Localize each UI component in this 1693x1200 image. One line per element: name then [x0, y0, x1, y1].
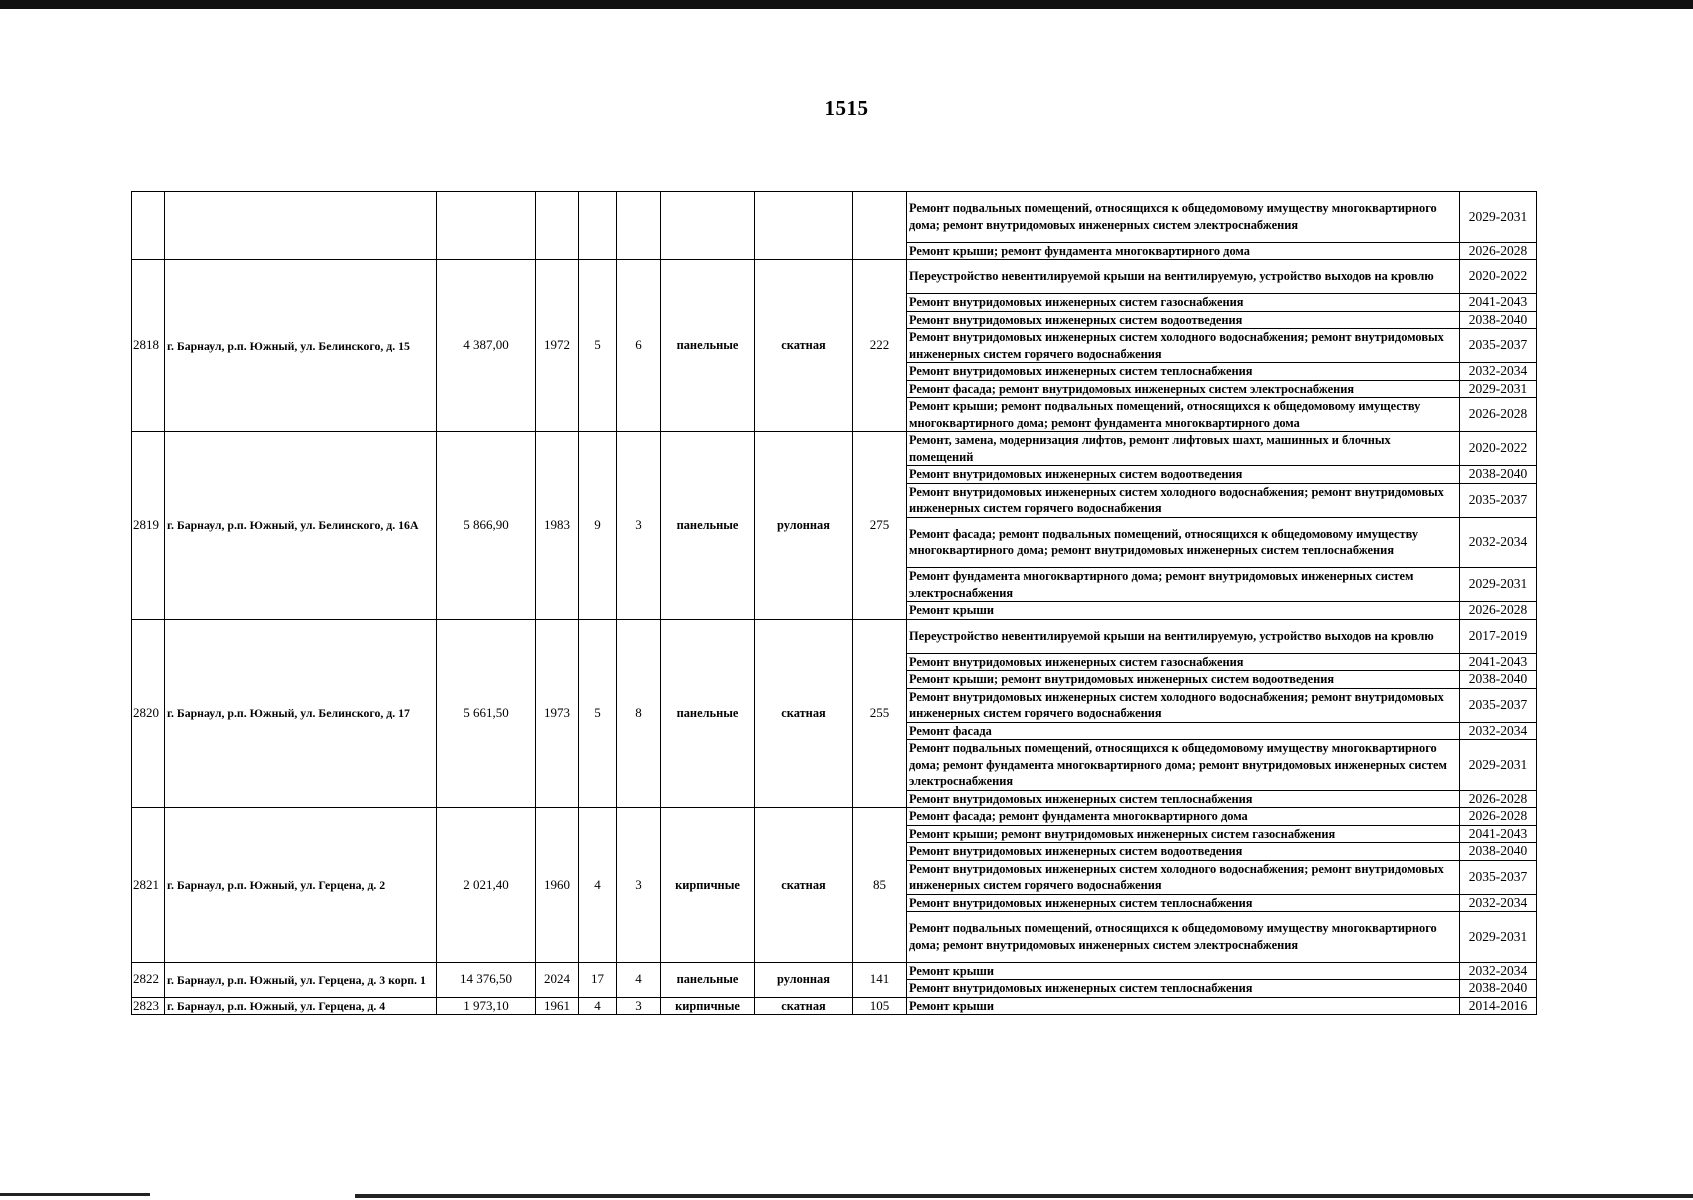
building-address	[165, 192, 437, 260]
work-period: 2032-2034	[1460, 962, 1537, 980]
scan-top-border	[0, 0, 1693, 9]
work-description: Ремонт фасада; ремонт фундамента многоквартирного дома	[907, 808, 1460, 826]
building-floors: 9	[579, 432, 617, 620]
work-description: Ремонт фасада; ремонт подвальных помещений, относящихся к общедомовому имуществу многоквартирного дома; ремонт внутридомовых инженерных систем теплоснабжения	[907, 517, 1460, 568]
building-number: 2823	[132, 997, 165, 1015]
work-description: Ремонт, замена, модернизация лифтов, ремонт лифтовых шахт, машинных и блочных помещений	[907, 432, 1460, 466]
work-description: Ремонт внутридомовых инженерных систем теплоснабжения	[907, 980, 1460, 998]
building-area: 14 376,50	[437, 962, 536, 997]
work-description: Ремонт крыши; ремонт фундамента многоквартирного дома	[907, 242, 1460, 260]
building-number: 2822	[132, 962, 165, 997]
work-period: 2026-2028	[1460, 808, 1537, 826]
work-period: 2029-2031	[1460, 192, 1537, 243]
work-description: Ремонт внутридомовых инженерных систем теплоснабжения	[907, 894, 1460, 912]
work-period: 2035-2037	[1460, 688, 1537, 722]
work-description: Ремонт фундамента многоквартирного дома; ремонт внутридомовых инженерных систем электроснабжения	[907, 568, 1460, 602]
work-description: Переустройство невентилируемой крыши на вентилируемую, устройство выходов на кровлю	[907, 260, 1460, 294]
building-floors: 4	[579, 808, 617, 963]
work-period: 2026-2028	[1460, 602, 1537, 620]
work-description: Ремонт внутридомовых инженерных систем теплоснабжения	[907, 790, 1460, 808]
building-floors: 5	[579, 260, 617, 432]
building-area: 5 661,50	[437, 619, 536, 808]
work-period: 2041-2043	[1460, 825, 1537, 843]
building-roof: скатная	[755, 619, 853, 808]
building-floors: 17	[579, 962, 617, 997]
building-residents: 141	[853, 962, 907, 997]
work-description: Переустройство невентилируемой крыши на вентилируемую, устройство выходов на кровлю	[907, 619, 1460, 653]
work-description: Ремонт внутридомовых инженерных систем холодного водоснабжения; ремонт внутридомовых инженерных систем горячего водоснабжения	[907, 860, 1460, 894]
work-description: Ремонт внутридомовых инженерных систем водоотведения	[907, 843, 1460, 861]
scan-bottom-border	[355, 1194, 1693, 1198]
work-period: 2041-2043	[1460, 294, 1537, 312]
work-period: 2026-2028	[1460, 790, 1537, 808]
work-description: Ремонт внутридомовых инженерных систем газоснабжения	[907, 294, 1460, 312]
building-address: г. Барнаул, р.п. Южный, ул. Герцена, д. 2	[165, 808, 437, 963]
building-year: 1961	[536, 997, 579, 1015]
building-number: 2821	[132, 808, 165, 963]
building-number: 2818	[132, 260, 165, 432]
work-period: 2038-2040	[1460, 980, 1537, 998]
building-walls	[661, 192, 755, 260]
building-year: 1960	[536, 808, 579, 963]
building-entrances: 3	[617, 432, 661, 620]
work-period: 2032-2034	[1460, 517, 1537, 568]
work-period: 2041-2043	[1460, 653, 1537, 671]
work-description: Ремонт внутридомовых инженерных систем холодного водоснабжения; ремонт внутридомовых инженерных систем горячего водоснабжения	[907, 483, 1460, 517]
building-residents	[853, 192, 907, 260]
building-roof: рулонная	[755, 962, 853, 997]
building-floors: 4	[579, 997, 617, 1015]
work-period: 2020-2022	[1460, 432, 1537, 466]
table-row	[132, 808, 1537, 826]
work-period: 2038-2040	[1460, 843, 1537, 861]
building-area	[437, 192, 536, 260]
building-roof: скатная	[755, 260, 853, 432]
building-residents: 222	[853, 260, 907, 432]
work-period: 2032-2034	[1460, 722, 1537, 740]
work-period: 2032-2034	[1460, 894, 1537, 912]
work-description: Ремонт крыши; ремонт подвальных помещений, относящихся к общедомовому имуществу многоквартирного дома; ремонт фундамента многоквартирного дома	[907, 398, 1460, 432]
work-period: 2029-2031	[1460, 380, 1537, 398]
building-residents: 105	[853, 997, 907, 1015]
work-description: Ремонт внутридомовых инженерных систем водоотведения	[907, 466, 1460, 484]
work-period: 2029-2031	[1460, 740, 1537, 791]
repair-schedule-table	[131, 191, 1537, 1015]
work-period: 2035-2037	[1460, 860, 1537, 894]
building-residents: 275	[853, 432, 907, 620]
work-description: Ремонт внутридомовых инженерных систем теплоснабжения	[907, 363, 1460, 381]
building-address: г. Барнаул, р.п. Южный, ул. Герцена, д. 4	[165, 997, 437, 1015]
work-description: Ремонт крыши; ремонт внутридомовых инженерных систем водоотведения	[907, 671, 1460, 689]
building-walls: кирпичные	[661, 997, 755, 1015]
building-roof: скатная	[755, 808, 853, 963]
work-period: 2035-2037	[1460, 483, 1537, 517]
building-walls: панельные	[661, 619, 755, 808]
work-description: Ремонт фасада; ремонт внутридомовых инженерных систем электроснабжения	[907, 380, 1460, 398]
building-entrances: 3	[617, 808, 661, 963]
building-year: 1973	[536, 619, 579, 808]
work-period: 2038-2040	[1460, 671, 1537, 689]
scan-bottom-border	[0, 1193, 150, 1196]
building-address: г. Барнаул, р.п. Южный, ул. Белинского, д. 15	[165, 260, 437, 432]
building-roof	[755, 192, 853, 260]
building-residents: 85	[853, 808, 907, 963]
building-entrances: 3	[617, 997, 661, 1015]
work-period: 2038-2040	[1460, 466, 1537, 484]
work-period: 2020-2022	[1460, 260, 1537, 294]
work-period: 2017-2019	[1460, 619, 1537, 653]
work-description: Ремонт внутридомовых инженерных систем газоснабжения	[907, 653, 1460, 671]
work-description: Ремонт внутридомовых инженерных систем холодного водоснабжения; ремонт внутридомовых инженерных систем горячего водоснабжения	[907, 688, 1460, 722]
building-entrances: 6	[617, 260, 661, 432]
work-description: Ремонт подвальных помещений, относящихся к общедомовому имуществу многоквартирного дома; ремонт внутридомовых инженерных систем электроснабжения	[907, 912, 1460, 963]
building-roof: скатная	[755, 997, 853, 1015]
building-year: 1972	[536, 260, 579, 432]
building-roof: рулонная	[755, 432, 853, 620]
building-area: 4 387,00	[437, 260, 536, 432]
work-description: Ремонт фасада	[907, 722, 1460, 740]
building-area: 2 021,40	[437, 808, 536, 963]
work-period: 2038-2040	[1460, 311, 1537, 329]
table-row	[132, 260, 1537, 294]
building-address: г. Барнаул, р.п. Южный, ул. Герцена, д. 3 корп. 1	[165, 962, 437, 997]
building-floors: 5	[579, 619, 617, 808]
building-number: 2819	[132, 432, 165, 620]
work-period: 2029-2031	[1460, 568, 1537, 602]
building-year: 1983	[536, 432, 579, 620]
building-residents: 255	[853, 619, 907, 808]
work-description: Ремонт подвальных помещений, относящихся к общедомовому имуществу многоквартирного дома; ремонт фундамента многоквартирного дома; ремонт внутридомовых инженерных систем электроснабжения	[907, 740, 1460, 791]
building-address: г. Барнаул, р.п. Южный, ул. Белинского, д. 17	[165, 619, 437, 808]
work-description: Ремонт крыши	[907, 997, 1460, 1015]
building-entrances: 8	[617, 619, 661, 808]
work-period: 2035-2037	[1460, 329, 1537, 363]
work-description: Ремонт крыши	[907, 962, 1460, 980]
building-entrances: 4	[617, 962, 661, 997]
work-period: 2014-2016	[1460, 997, 1537, 1015]
page-number: 1515	[824, 96, 869, 120]
work-description: Ремонт крыши; ремонт внутридомовых инженерных систем газоснабжения	[907, 825, 1460, 843]
building-walls: панельные	[661, 962, 755, 997]
work-description: Ремонт подвальных помещений, относящихся к общедомовому имуществу многоквартирного дома; ремонт внутридомовых инженерных систем электроснабжения	[907, 192, 1460, 243]
building-area: 1 973,10	[437, 997, 536, 1015]
work-period: 2026-2028	[1460, 398, 1537, 432]
table-row	[132, 962, 1537, 980]
building-number: 2820	[132, 619, 165, 808]
table-row	[132, 192, 1537, 243]
building-walls: панельные	[661, 260, 755, 432]
work-description: Ремонт внутридомовых инженерных систем холодного водоснабжения; ремонт внутридомовых инженерных систем горячего водоснабжения	[907, 329, 1460, 363]
building-walls: кирпичные	[661, 808, 755, 963]
work-period: 2032-2034	[1460, 363, 1537, 381]
work-period: 2029-2031	[1460, 912, 1537, 963]
building-walls: панельные	[661, 432, 755, 620]
table-row	[132, 432, 1537, 466]
building-floors	[579, 192, 617, 260]
building-address: г. Барнаул, р.п. Южный, ул. Белинского, д. 16А	[165, 432, 437, 620]
table-row	[132, 619, 1537, 653]
building-entrances	[617, 192, 661, 260]
building-area: 5 866,90	[437, 432, 536, 620]
table-row	[132, 997, 1537, 1015]
work-period: 2026-2028	[1460, 242, 1537, 260]
work-description: Ремонт внутридомовых инженерных систем водоотведения	[907, 311, 1460, 329]
building-year: 2024	[536, 962, 579, 997]
building-year	[536, 192, 579, 260]
building-number	[132, 192, 165, 260]
work-description: Ремонт крыши	[907, 602, 1460, 620]
